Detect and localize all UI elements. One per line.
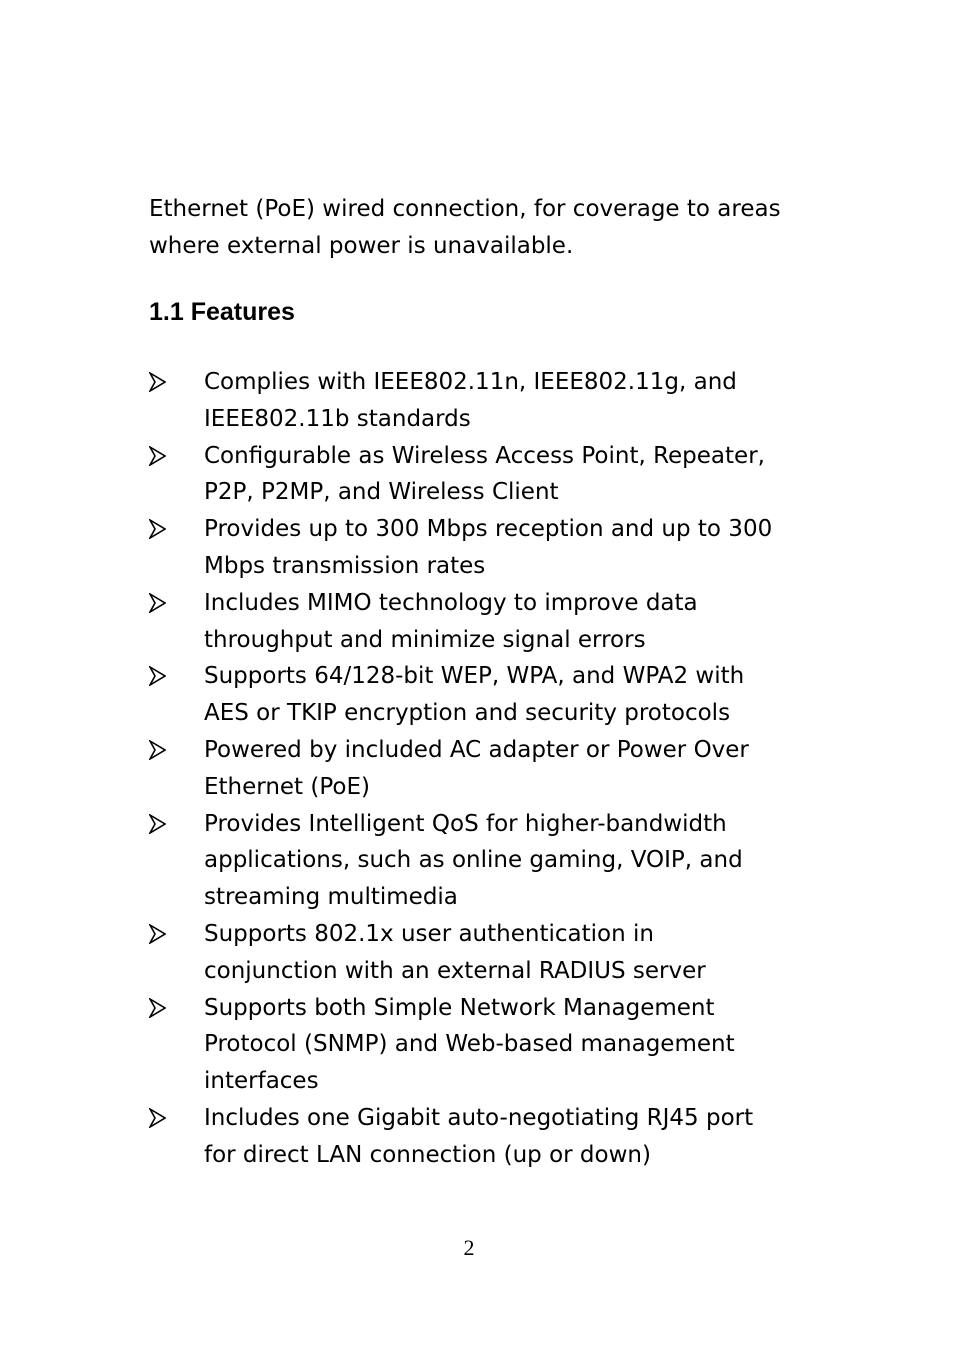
feature-item — [149, 916, 829, 990]
feature-item — [149, 1100, 829, 1174]
feature-list — [149, 364, 829, 1174]
page-number: 2 — [463, 1235, 475, 1260]
feature-item — [149, 364, 829, 438]
arrowhead-bullet-icon — [149, 814, 166, 834]
feature-item — [149, 585, 829, 659]
feature-item-line: streaming multimedia — [204, 884, 458, 911]
arrowhead-bullet-icon — [149, 1108, 166, 1128]
feature-item-line: conjunction with an external RADIUS server — [204, 957, 706, 984]
feature-item-line: Supports both Simple Network Management — [204, 994, 715, 1021]
arrowhead-bullet-icon — [149, 666, 166, 686]
feature-item-line: Protocol (SNMP) and Web-based management — [204, 1031, 735, 1058]
feature-item-line: Configurable as Wireless Access Point, Repeater, — [204, 442, 765, 469]
feature-item — [149, 806, 829, 916]
feature-item-line: Supports 64/128-bit WEP, WPA, and WPA2 with — [204, 663, 745, 690]
arrowhead-bullet-icon — [149, 519, 166, 539]
intro-line: where external power is unavailable. — [149, 233, 574, 259]
feature-item-line: Complies with IEEE802.11n, IEEE802.11g, and — [204, 369, 737, 395]
feature-item — [149, 732, 829, 806]
feature-item — [149, 990, 829, 1100]
feature-item-line: Provides Intelligent QoS for higher-bandwidth — [204, 810, 727, 837]
arrowhead-bullet-icon — [149, 998, 166, 1018]
feature-item-line: Ethernet (PoE) — [204, 773, 370, 800]
section-heading: 1.1 Features — [149, 298, 295, 326]
feature-item — [149, 511, 829, 585]
feature-item-line: Includes MIMO technology to improve data — [204, 589, 698, 616]
arrowhead-bullet-icon — [149, 593, 166, 613]
feature-item-line: Mbps transmission rates — [204, 552, 486, 579]
arrowhead-bullet-icon — [149, 372, 166, 392]
feature-item — [149, 438, 829, 512]
feature-item-line: Powered by included AC adapter or Power Over — [204, 736, 749, 763]
feature-item-line: P2P, P2MP, and Wireless Client — [204, 479, 559, 506]
feature-item-line: interfaces — [204, 1068, 319, 1095]
feature-item-line: IEEE802.11b standards — [204, 405, 471, 432]
arrowhead-bullet-icon — [149, 446, 166, 466]
feature-item-line: applications, such as online gaming, VOIP, and — [204, 847, 743, 874]
feature-item — [149, 658, 829, 732]
arrowhead-bullet-icon — [149, 924, 166, 944]
intro-paragraph — [149, 191, 809, 265]
feature-item-line: Includes one Gigabit auto-negotiating RJ45 port — [204, 1104, 754, 1131]
intro-line: Ethernet (PoE) wired connection, for coverage to areas — [149, 196, 781, 222]
feature-item-line: Supports 802.1x user authentication in — [204, 920, 654, 947]
arrowhead-bullet-icon — [149, 740, 166, 760]
feature-item-line: AES or TKIP encryption and security protocols — [204, 700, 731, 727]
feature-item-line: for direct LAN connection (up or down) — [204, 1141, 651, 1168]
feature-item-line: Provides up to 300 Mbps reception and up to 300 — [204, 516, 773, 543]
feature-item-line: throughput and minimize signal errors — [204, 626, 646, 653]
